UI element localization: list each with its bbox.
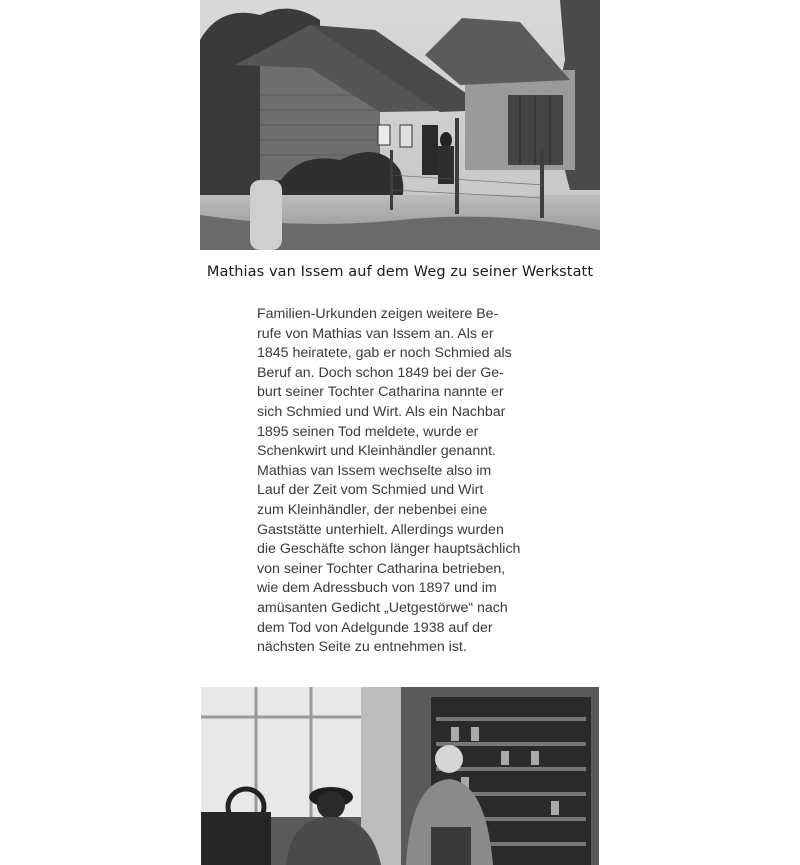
paragraph-line: die Geschäfte schon länger hauptsächlich (257, 541, 521, 558)
photo-workshop (201, 687, 599, 865)
paragraph-line: Lauf der Zeit vom Schmied und Wirt (257, 482, 484, 499)
paragraph-line: Beruf an. Doch schon 1849 bei der Ge- (257, 364, 504, 381)
paragraph-line: burt seiner Tochter Catharina nannte er (257, 384, 504, 401)
paragraph-line: zum Kleinhändler, der nebenbei eine (257, 501, 488, 518)
photo-farmhouse (200, 0, 600, 250)
paragraph-line: 1895 seinen Tod meldete, wurde er (257, 423, 479, 440)
paragraph-line: 1845 heiratete, gab er noch Schmied als (257, 345, 512, 362)
paragraph-line: Mathias van Issem wechselte also im (257, 462, 492, 479)
farmhouse-photo-image (200, 0, 600, 250)
body-paragraph (257, 305, 547, 658)
paragraph-line: nächsten Seite zu entnehmen ist. (257, 639, 467, 656)
paragraph-line: wie dem Adressbuch von 1897 und im (257, 580, 497, 597)
paragraph-line: Schenkwirt und Kleinhändler genannt. (257, 443, 496, 460)
paragraph-line: Familien-Urkunden zeigen weitere Be- (257, 306, 499, 322)
photo-caption: Mathias van Issem auf dem Weg zu seiner Werkstatt (206, 264, 594, 280)
workshop-photo-image (201, 687, 599, 865)
paragraph-line: rufe von Mathias van Issem an. Als er (257, 325, 494, 342)
paragraph-line: sich Schmied und Wirt. Als ein Nachbar (257, 403, 506, 420)
paragraph-line: dem Tod von Adelgunde 1938 auf der (257, 619, 493, 636)
paragraph-line: amüsanten Gedicht „Uetgestörwe“ nach (257, 599, 508, 616)
paragraph-line: Gaststätte unterhielt. Allerdings wurden (257, 521, 504, 538)
paragraph-line: von seiner Tochter Catharina betrieben, (257, 560, 506, 577)
